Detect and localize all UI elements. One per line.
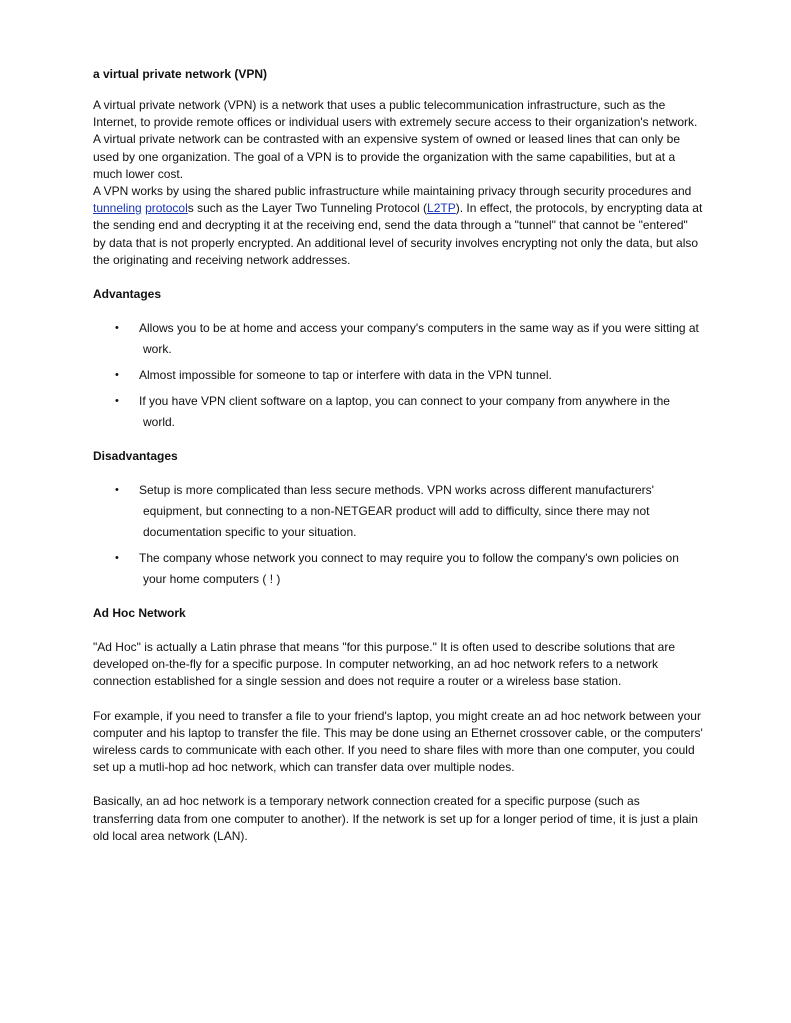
list-item: • Setup is more complicated than less secure methods. VPN works across different manufacturers' equipment, but connecting to a non-NETGEAR product will add to difficulty, since there may not documentation specific to your situation. [93,480,703,543]
adhoc-paragraph-3: Basically, an ad hoc network is a temporary network connection created for a specific purpose (such as transferring data from one computer to another). If the network is set up for a longer period of time, it is just a plain old local area network (LAN). [93,794,698,843]
l2tp-link[interactable]: L2TP [427,201,456,216]
protocol-link[interactable]: protocol [145,201,188,216]
adhoc-paragraph-1: "Ad Hoc" is actually a Latin phrase that means "for this purpose." It is often used to describe solutions that are developed on-the-fly for a specific purpose. In computer networking, an ad hoc network refers to a network connection established for a single session and does not require a router or a wireless base station. [93,640,676,689]
vpn-p2-before: A VPN works by using the shared public infrastructure while maintaining privacy through security procedures and [93,184,692,199]
bullet-icon: • [115,395,119,408]
adhoc-paragraph-2: For example, if you need to transfer a file to your friend's laptop, you might create an ad hoc network between your computer and his laptop to transfer the file. This may be done using an Ethernet crossover cable, or the computers' wireless cards to communicate with each other. If you need to share files with more than one computer, you could set up a mutli-hop ad hoc network, which can transfer data over multiple nodes. [93,708,703,775]
vpn-p2-after: ). In effect, the protocols, by encrypting data at the sending end and decrypting it at the receiving end, send the data through a "tunnel" that cannot be "entered" by data that is not properly encrypted. An additional level of security involves encrypting not only the data, but also the originating and receiving network addresses. [93,201,703,267]
bullet-icon: • [115,369,119,382]
list-item: • Allows you to be at home and access your company's computers in the same way as if you were sitting at work. [93,318,703,360]
disadvantages-list [93,480,703,590]
list-item: • The company whose network you connect to may require you to follow the company's own policies on your home computers ( ! ) [93,548,703,590]
vpn-heading: a virtual private network (VPN) [93,67,268,81]
advantages-list [93,318,703,433]
vpn-paragraph-1: A virtual private network (VPN) is a network that uses a public telecommunication infrastructure, such as the Internet, to provide remote offices or individual users with extremely secure access to their organization's network. A virtual private network can be contrasted with an expensive system of owned or leased lines that can only be used by one organization. The goal of a VPN is to provide the organization with the same capabilities, but at a much lower cost. [93,98,698,181]
disadvantages-heading: Disadvantages [93,449,178,464]
vpn-paragraph-2 [93,183,703,269]
list-item: • Almost impossible for someone to tap or interfere with data in the VPN tunnel. [93,365,703,386]
bullet-icon: • [115,552,119,565]
list-item: • If you have VPN client software on a laptop, you can connect to your company from anywhere in the world. [93,391,703,433]
adhoc-heading: Ad Hoc Network [93,606,186,621]
bullet-icon: • [115,322,119,335]
bullet-icon: • [115,484,119,497]
vpn-p2-mid: s such as the Layer Two Tunneling Protocol ( [187,201,428,216]
advantages-heading: Advantages [93,287,162,302]
document-page [93,66,703,845]
tunneling-link[interactable]: tunneling [93,201,142,216]
